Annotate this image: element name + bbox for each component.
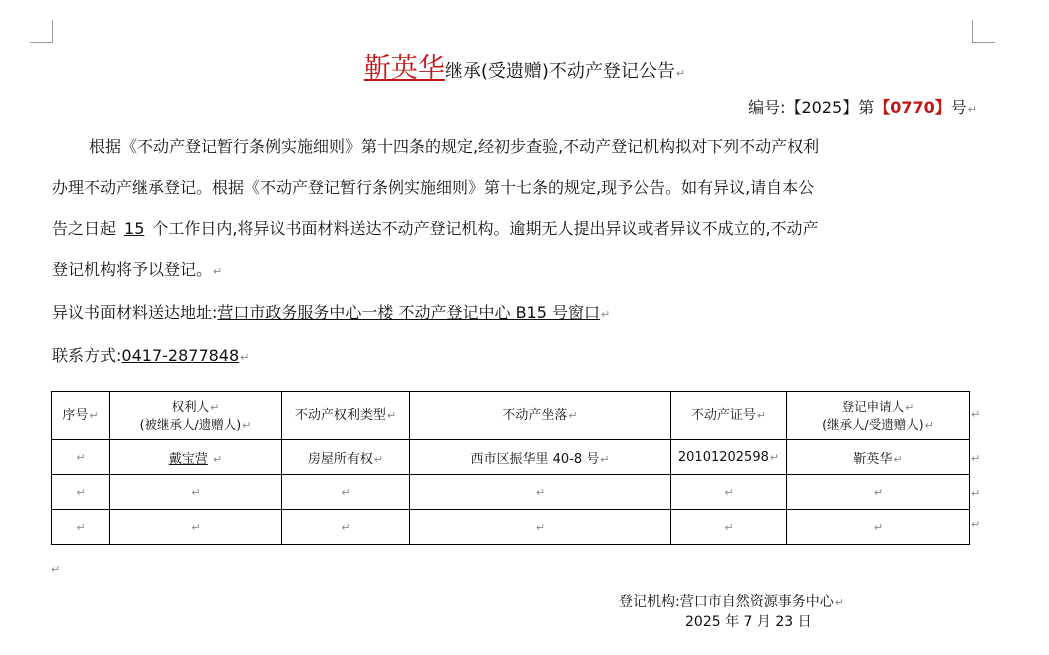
- document-number: [748, 95, 977, 118]
- header-holder: 权利人↵ (被继承人/遗赠人)↵: [110, 392, 282, 440]
- cell-applicant: [787, 510, 970, 545]
- address-line: [52, 292, 974, 335]
- row-end-mark-icon: ↵: [971, 518, 981, 531]
- title-name: 靳英华: [363, 53, 445, 84]
- cell-mark-icon: ↵: [724, 520, 734, 534]
- cell-mark-icon: ↵: [924, 418, 934, 432]
- table-row: [52, 475, 970, 510]
- page-corner-mark-top-right: [972, 20, 995, 43]
- cell-seq: [52, 440, 110, 475]
- cell-mark-icon: ↵: [724, 485, 734, 499]
- doc-number-suffix: 号: [950, 98, 967, 117]
- body-line-2: 办理不动产继承登记。根据《不动产登记暂行条例实施细则》第十七条的规定,现予公告。如有异议,请自本公: [52, 178, 815, 197]
- body-line-3-end: 个工作日内,将异议书面材料送达不动产登记机构。逾期无人提出异议或者异议不成立的,不动产: [152, 219, 819, 238]
- paragraph-mark-icon: ↵: [240, 351, 250, 364]
- cell-mark-icon: ↵: [191, 485, 201, 499]
- notice-body: [52, 126, 974, 378]
- cell-mark-icon: ↵: [873, 485, 884, 499]
- cell-cert-no: [671, 510, 787, 545]
- page-corner-mark-top-left: [30, 20, 53, 43]
- paragraph-mark-icon: ↵: [601, 308, 611, 321]
- body-line-4-text: 登记机构将予以登记。: [52, 260, 213, 279]
- doc-number-value: 0770: [890, 98, 935, 117]
- row-end-mark-icon: ↵: [971, 487, 981, 500]
- table-row: [52, 510, 970, 545]
- cell-mark-icon: ↵: [76, 485, 86, 499]
- paragraph-mark-icon: ↵: [967, 103, 977, 116]
- table-row: [52, 440, 970, 475]
- cell-mark-icon: ↵: [873, 520, 884, 534]
- cell-mark-icon: ↵: [242, 418, 252, 432]
- title-text: 继承(受遗赠)不动产登记公告: [444, 61, 675, 82]
- header-location: 不动产坐落↵: [410, 392, 671, 440]
- body-line-4: [52, 249, 974, 292]
- paragraph-mark-icon: ↵: [51, 563, 61, 576]
- cell-applicant: [787, 475, 970, 510]
- doc-number-close-bracket: 】: [934, 98, 951, 117]
- cell-mark-icon: ↵: [893, 452, 903, 466]
- cell-applicant: 靳英华↵: [787, 440, 970, 475]
- cell-mark-icon: ↵: [89, 409, 99, 422]
- registration-table: [51, 391, 970, 545]
- objection-days: 15: [124, 219, 145, 238]
- cell-mark-icon: ↵: [535, 520, 546, 534]
- header-seq: 序号↵: [52, 392, 110, 440]
- paragraph-mark-icon: ↵: [675, 67, 686, 80]
- doc-number-open-bracket: 【: [874, 98, 891, 117]
- paragraph-mark-icon: ↵: [213, 265, 223, 278]
- cell-seq: [52, 475, 110, 510]
- cell-mark-icon: ↵: [905, 400, 915, 414]
- cell-mark-icon: ↵: [756, 409, 767, 422]
- cell-mark-icon: ↵: [341, 520, 351, 534]
- cell-mark-icon: ↵: [76, 520, 86, 534]
- row-end-mark-icon: ↵: [971, 452, 981, 465]
- cell-right-type: 房屋所有权↵: [282, 440, 410, 475]
- cell-mark-icon: ↵: [210, 400, 220, 414]
- cell-right-type: [282, 510, 410, 545]
- cell-holder: [110, 475, 282, 510]
- cell-mark-icon: ↵: [600, 452, 610, 466]
- contact-line: [52, 335, 974, 378]
- registration-authority: [619, 591, 844, 611]
- authority-text: 登记机构:营口市自然资源事务中心: [619, 594, 834, 610]
- header-right-type: 不动产权利类型↵: [282, 392, 410, 440]
- cell-location: 西市区振华里 40-8 号↵: [410, 440, 671, 475]
- paragraph-mark-icon: ↵: [834, 596, 844, 609]
- cell-location: [410, 510, 671, 545]
- body-line-3: [52, 208, 974, 249]
- page-title: [0, 46, 1049, 85]
- contact-value: 0417-2877848: [121, 346, 240, 365]
- cell-mark-icon: ↵: [212, 452, 223, 466]
- cell-mark-icon: ↵: [568, 409, 578, 422]
- cell-location: [410, 475, 671, 510]
- cell-holder: [110, 510, 282, 545]
- cell-mark-icon: ↵: [535, 485, 546, 499]
- cell-mark-icon: ↵: [769, 450, 780, 464]
- address-label: 异议书面材料送达地址:: [52, 303, 218, 322]
- body-line-1: 根据《不动产登记暂行条例实施细则》第十四条的规定,经初步查验,不动产登记机构拟对下列不动产权利: [89, 137, 820, 156]
- doc-number-prefix: 编号:【2025】第: [748, 98, 875, 117]
- cell-holder: 戴宝营 ↵: [110, 440, 282, 475]
- cell-mark-icon: ↵: [191, 520, 201, 534]
- cell-cert-no: 20101202598↵: [671, 440, 787, 475]
- body-line-3-start: 告之日起: [52, 219, 117, 238]
- notice-date: 2025 年 7 月 23 日: [685, 614, 812, 630]
- row-end-mark-icon: ↵: [971, 408, 981, 421]
- contact-label: 联系方式:: [52, 346, 122, 365]
- cell-mark-icon: ↵: [386, 409, 397, 422]
- address-value: 营口市政务服务中心一楼 不动产登记中心 B15 号窗口: [217, 303, 601, 322]
- cell-seq: [52, 510, 110, 545]
- cell-right-type: [282, 475, 410, 510]
- header-cert-no: 不动产证号↵: [671, 392, 787, 440]
- cell-cert-no: [671, 475, 787, 510]
- cell-mark-icon: ↵: [341, 485, 351, 499]
- header-applicant: 登记申请人↵ (继承人/受遗赠人)↵: [787, 392, 970, 440]
- cell-mark-icon: ↵: [373, 452, 384, 466]
- cell-mark-icon: ↵: [76, 450, 86, 464]
- table-header-row: [52, 392, 970, 440]
